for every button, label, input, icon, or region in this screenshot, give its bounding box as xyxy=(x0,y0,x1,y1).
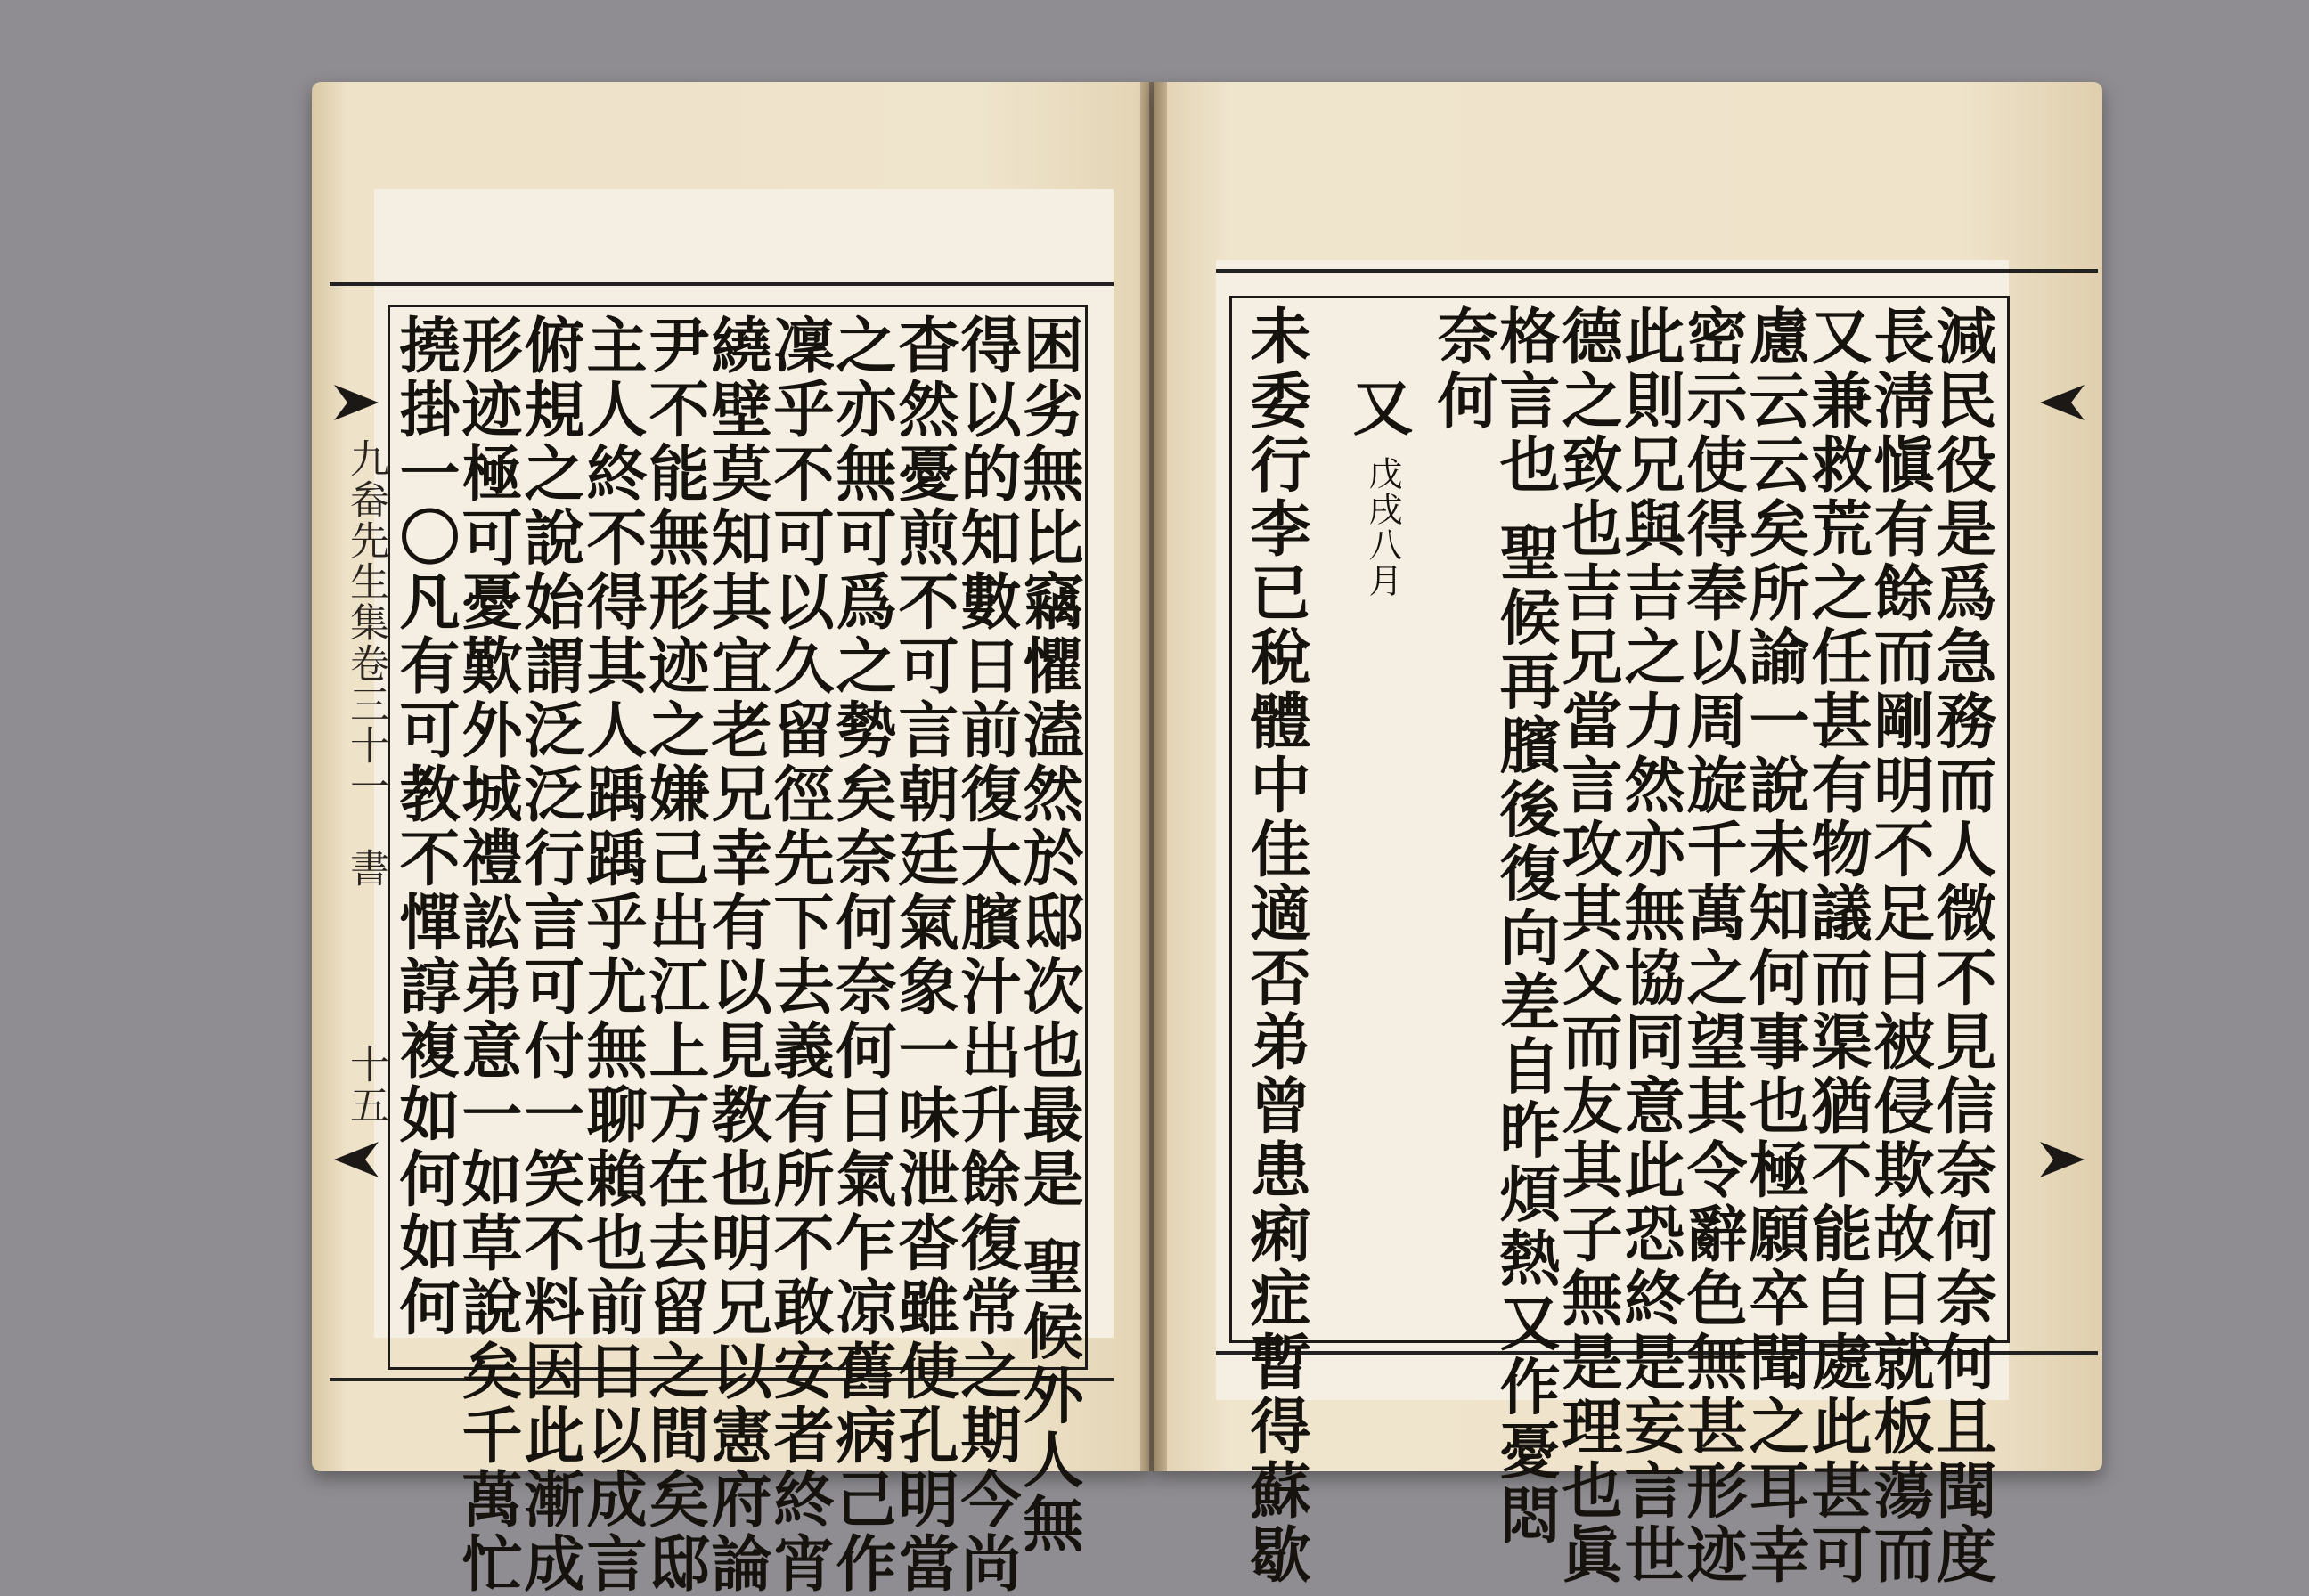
margin-page-number: 十五 xyxy=(343,1044,388,1126)
left-column-6: 繞壁莫知其宜老兄幸有以見教也明兄以憲府論 xyxy=(701,314,772,1596)
left-column-3: 杳然憂煎不可言朝廷氣象一味泄沓雖使孔明當 xyxy=(888,314,959,1596)
fish-tail-mark-icon xyxy=(334,385,379,420)
right-column-6: 此則兄與吉之力然亦無協同意此恐終是妄言世 xyxy=(1614,305,1685,1587)
margin-book-title: 九畚先生集卷三十一 xyxy=(343,438,388,807)
left-column-9: 俯規之說始謂泛泛行言可付一笑不料因此漸成 xyxy=(514,314,585,1596)
letter-heading: 又 xyxy=(1342,376,1414,440)
open-book xyxy=(312,82,2102,1596)
fish-tail-mark-icon xyxy=(2040,385,2085,420)
left-column-5: 凜乎不可以久留徑先下去義有所不敢安者終宵 xyxy=(763,314,835,1596)
left-top-rule xyxy=(330,282,1114,286)
book-gutter xyxy=(1140,82,1167,1471)
left-column-2: 得以的知數日前復大臏汁出升餘復常之期今尚 xyxy=(951,314,1022,1596)
letter-date-note: 戊戌八月 xyxy=(1363,456,1402,598)
right-top-rule xyxy=(1216,269,2098,273)
right-column-4: 慮云云矣所諭一說未知何事也極願卒聞之耳幸 xyxy=(1739,305,1810,1587)
left-column-7: 尹不能無形迹之嫌己出江上方在去留之間矣邸 xyxy=(639,314,710,1596)
left-column-1: 困劣無比竊懼溘然於邸次也最是 聖候外人無 xyxy=(1013,314,1084,1557)
right-column-7: 德之致也吉兄當言攻其父而友其子無是理也眞 xyxy=(1552,305,1623,1587)
left-column-8: 主人終不得其人踽踽乎尤無聊賴也前日以成言 xyxy=(576,314,648,1596)
left-column-11: 撓掛一〇凡有可教不憚諄複如何如何 xyxy=(389,314,461,1340)
right-column-last: 未委行李已稅體中佳適否弟曾患痢症暫得蘇歇 xyxy=(1240,305,1311,1587)
right-column-3: 又兼救荒之任甚有物議而渠猶不能自處此甚可 xyxy=(1801,305,1872,1587)
fish-tail-mark-icon xyxy=(334,1142,379,1177)
left-column-4: 之亦無可爲之勢矣奈何奈何日氣乍凉舊病己作 xyxy=(826,314,897,1596)
left-column-10: 形迹極可憂歎外城禮訟弟意一如草說矣千萬忙 xyxy=(452,314,523,1596)
right-column-1: 減民役是爲急務而人微不見信奈何奈何且聞度 xyxy=(1926,305,1997,1587)
right-column-9: 奈何 xyxy=(1427,305,1498,433)
right-column-2: 長淸愼有餘而剛明不足日被侵欺故日就板蕩而 xyxy=(1864,305,1935,1587)
right-column-8: 格言也 聖候再臏後復向差自昨煩熱又作憂悶 xyxy=(1489,305,1561,1548)
fish-tail-mark-icon xyxy=(2040,1142,2085,1177)
right-column-5: 密示使得奉以周旋千萬之望其令辭色無甚形迹 xyxy=(1677,305,1748,1587)
margin-section-label: 書 xyxy=(343,848,388,889)
